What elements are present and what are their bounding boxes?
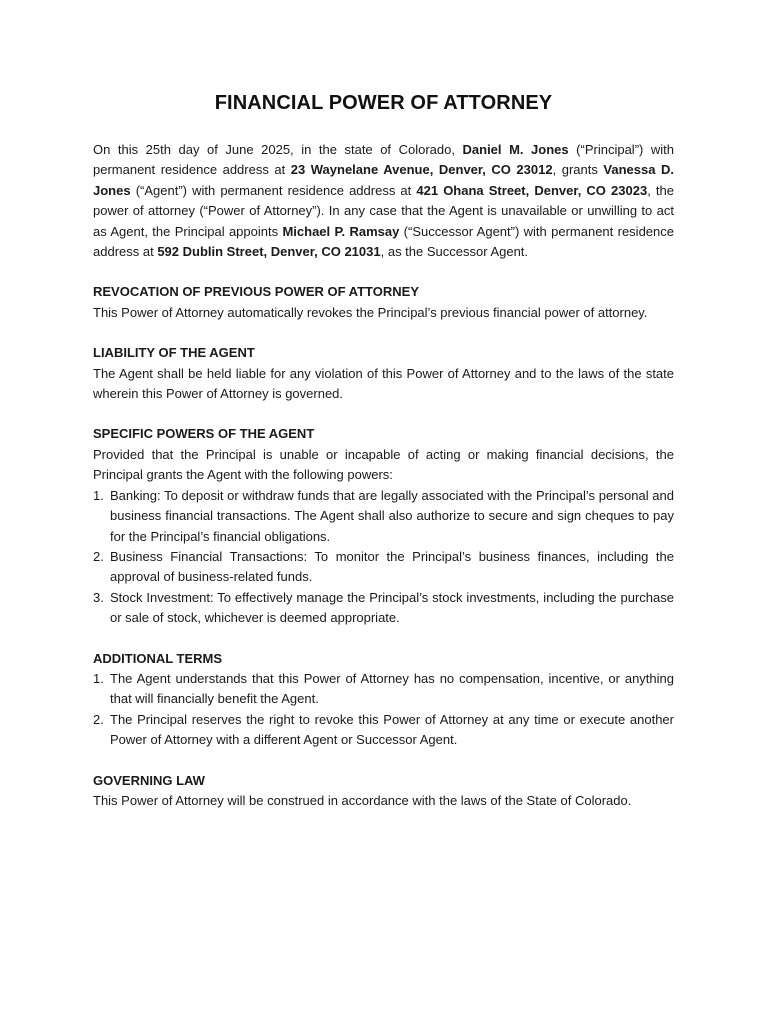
list-item xyxy=(93,588,674,629)
list-text: Banking: To deposit or withdraw funds that are legally associated with the Principal’s personal and business financial transactions. The Agent shall also authorize to secure and sign cheques to pay for the Principal’s financial obligations. xyxy=(110,487,674,544)
section-title: SPECIFIC POWERS OF THE AGENT xyxy=(93,426,315,442)
document-body xyxy=(93,88,674,811)
list-item xyxy=(93,486,674,547)
intro-text: (“Principal”) with permanent residence address at xyxy=(93,142,675,178)
section-title: GOVERNING LAW xyxy=(93,772,205,788)
successor-agent-name: Michael P. Ramsay xyxy=(282,223,400,239)
section-text: This Power of Attorney will be construed in accordance with the laws of the State of Colorado. xyxy=(93,792,632,808)
list-item xyxy=(93,547,674,588)
intro-text: , as the Successor Agent. xyxy=(380,244,529,260)
list-item xyxy=(93,669,674,710)
intro-text: (“Agent”) with permanent residence address at xyxy=(130,182,417,198)
section-specific-powers xyxy=(93,424,674,628)
section-title: REVOCATION OF PREVIOUS POWER OF ATTORNEY xyxy=(93,284,419,300)
intro-text: , the power of attorney (“Power of Attorney”). In any case that the Agent is unavailable or unwilling to act as Agent, the Principal appoints xyxy=(93,182,674,239)
intro-paragraph xyxy=(93,140,674,262)
principal-name: Daniel M. Jones xyxy=(462,142,569,157)
section-title: LIABILITY OF THE AGENT xyxy=(93,345,255,361)
successor-agent-address: 592 Dublin Street, Denver, CO 21031 xyxy=(157,244,381,260)
section-text: The Agent shall be held liable for any violation of this Power of Attorney and to the laws of the state wherein this Power of Attorney is governed. xyxy=(93,365,674,402)
list-number: 1. xyxy=(93,487,104,503)
section-liability xyxy=(93,343,674,404)
intro-text: (“Successor Agent”) with permanent residence address at xyxy=(93,223,674,260)
list-number: 3. xyxy=(93,589,104,605)
section-governing-law xyxy=(93,771,674,812)
section-text: Provided that the Principal is unable or incapable of acting or making financial decisions, the Principal grants the Agent with the following powers: xyxy=(93,446,674,483)
list-number: 2. xyxy=(93,548,104,564)
document-title: FINANCIAL POWER OF ATTORNEY xyxy=(214,92,553,114)
terms-list xyxy=(93,669,674,751)
section-title: ADDITIONAL TERMS xyxy=(93,650,223,666)
list-item xyxy=(93,710,674,751)
intro-text: On this 25th day of June 2025, in the state of Colorado, xyxy=(93,142,463,157)
list-text: The Agent understands that this Power of Attorney has no compensation, incentive, or anything that will financially benefit the Agent. xyxy=(110,670,674,707)
list-text: Business Financial Transactions: To monitor the Principal’s business finances, including the approval of business-related funds. xyxy=(110,548,674,585)
section-revocation xyxy=(93,282,674,323)
list-text: The Principal reserves the right to revoke this Power of Attorney at any time or execute another Power of Attorney with a different Agent or Successor Agent. xyxy=(110,711,674,748)
intro-text: , grants xyxy=(552,162,604,178)
list-text: Stock Investment: To effectively manage the Principal’s stock investments, including the purchase or sale of stock, whichever is deemed appropriate. xyxy=(110,589,674,626)
section-additional-terms xyxy=(93,649,674,751)
agent-name: Vanessa D. Jones xyxy=(93,162,675,198)
section-text: This Power of Attorney automatically revokes the Principal’s previous financial power of attorney. xyxy=(93,304,648,320)
list-number: 1. xyxy=(93,670,104,686)
powers-list xyxy=(93,486,674,629)
list-number: 2. xyxy=(93,711,104,727)
principal-address: 23 Waynelane Avenue, Denver, CO 23012 xyxy=(290,162,553,178)
agent-address: 421 Ohana Street, Denver, CO 23023 xyxy=(416,182,648,198)
